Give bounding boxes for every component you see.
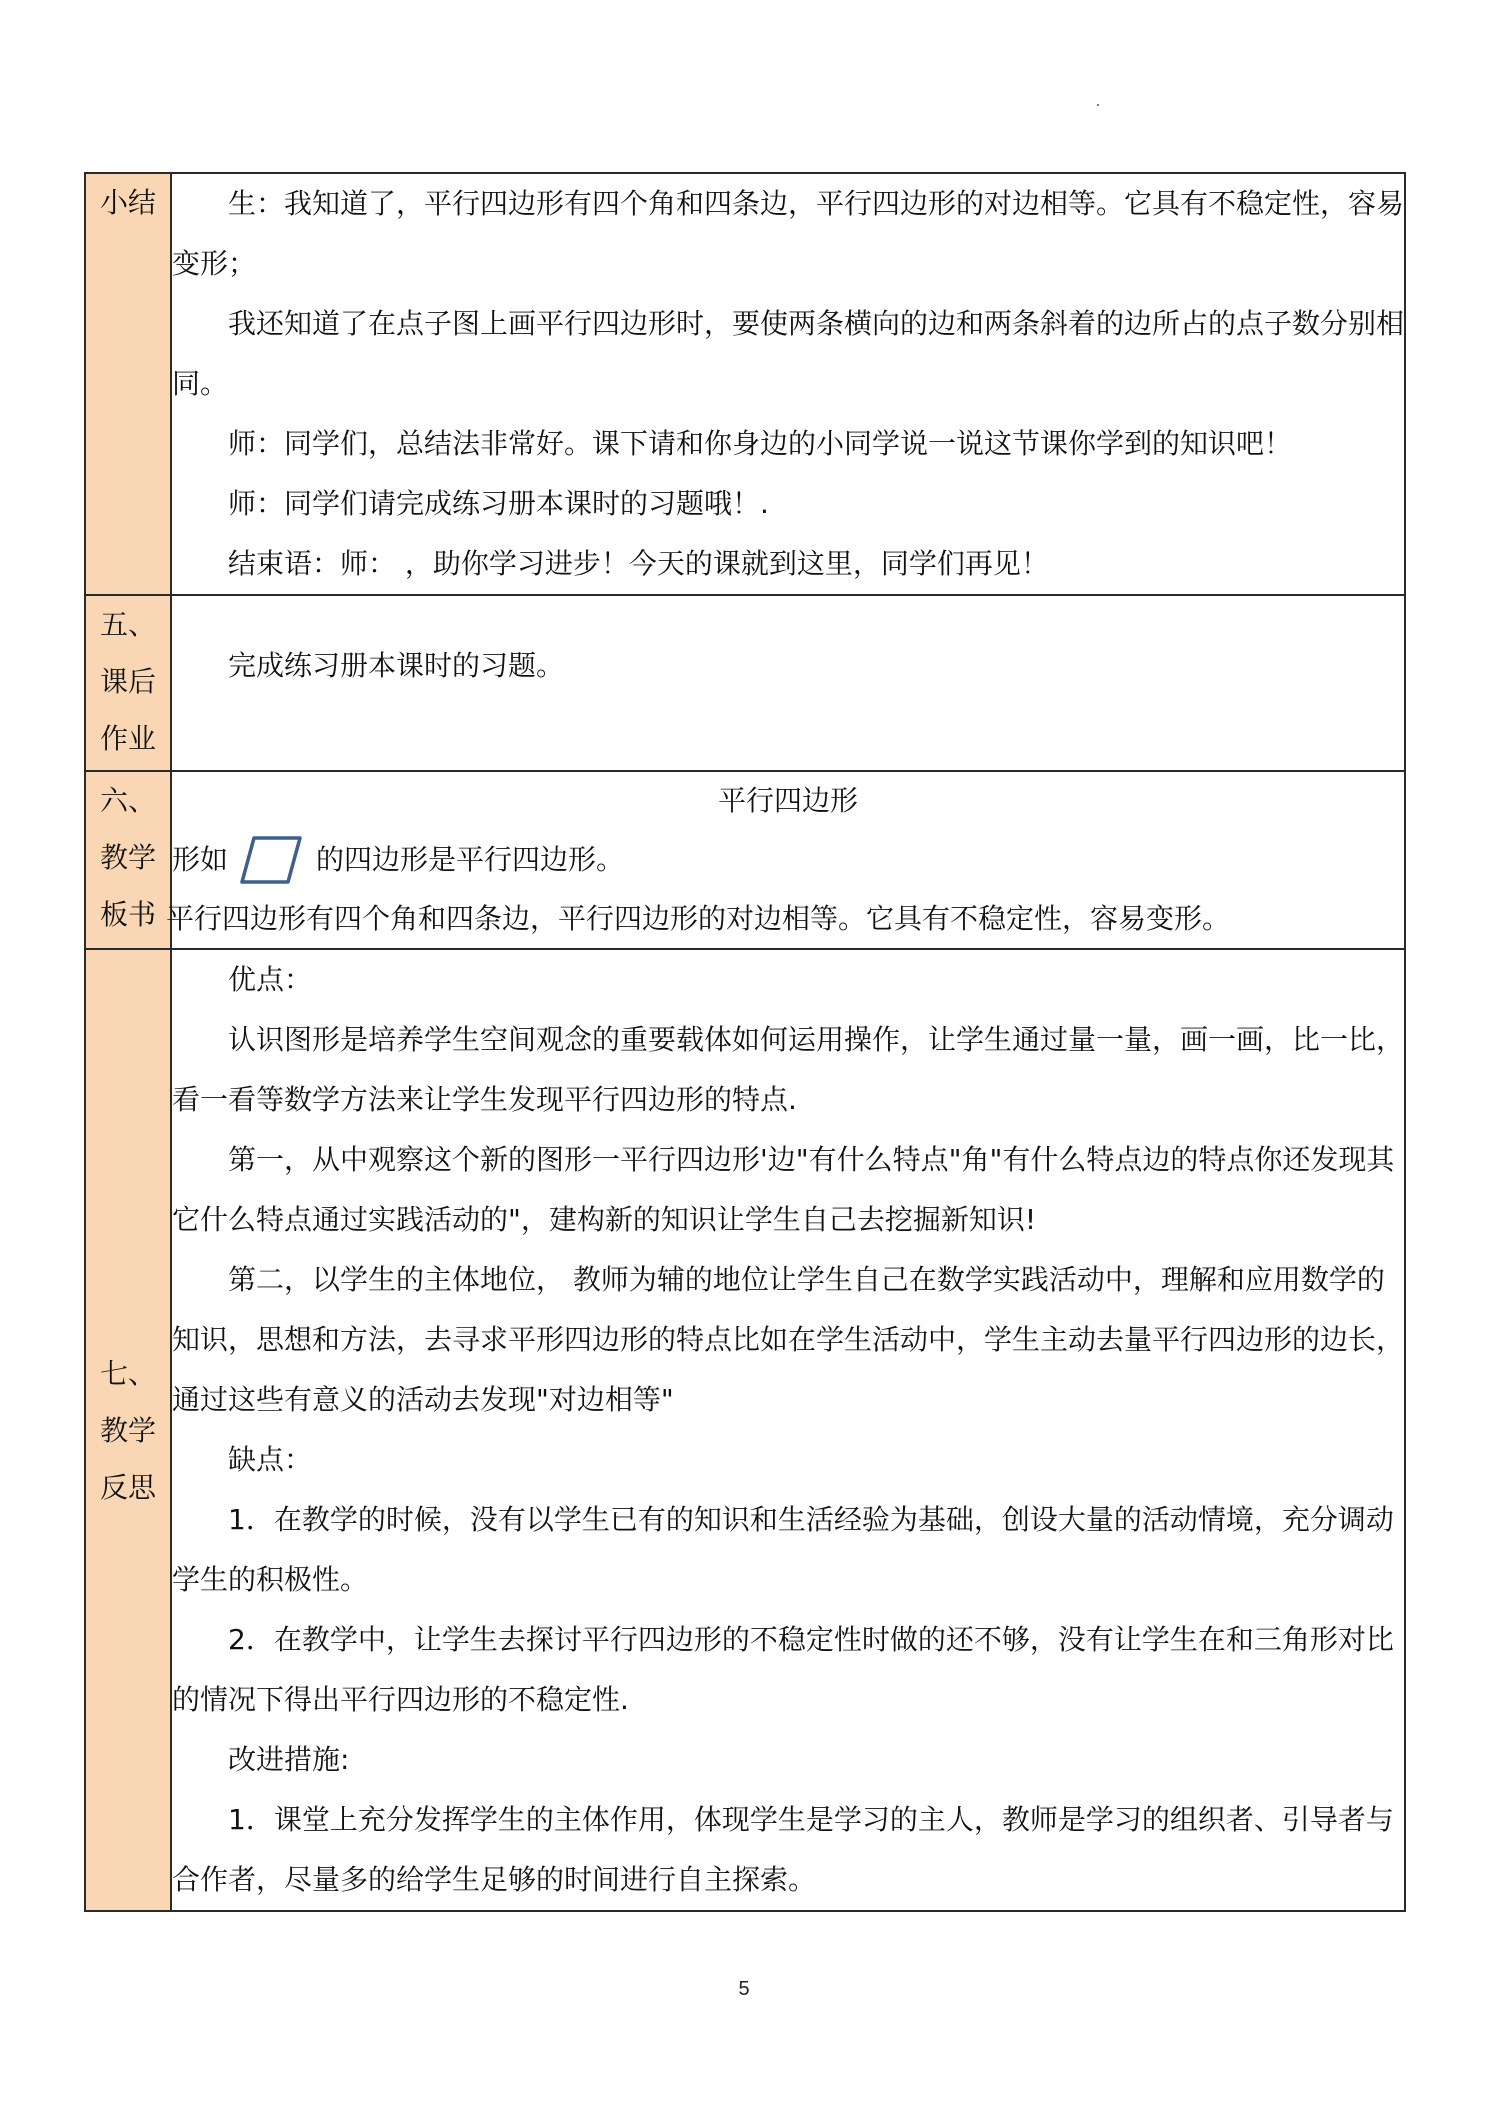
reflection-content	[171, 949, 1405, 1911]
reflection-row	[85, 949, 1405, 1911]
board-shape-suffix: 的四边形是平行四边形。	[316, 843, 625, 876]
homework-row	[85, 595, 1405, 771]
summary-paragraph: 师：同学们请完成练习册本课时的习题哦！.	[228, 487, 769, 520]
summary-paragraph: 师：同学们，总结法非常好。课下请和你身边的小同学说一说这节课你学到的知识吧！	[228, 427, 1293, 460]
homework-label-cell	[85, 595, 171, 771]
reflection-label-line: 教学	[99, 1413, 156, 1447]
board-content	[166, 771, 1405, 949]
board-shape-line	[172, 830, 1404, 890]
parallelogram-icon	[240, 835, 302, 885]
summary-row	[85, 173, 1405, 595]
lesson-plan-table	[84, 172, 1406, 1912]
summary-content	[171, 173, 1405, 595]
reflection-label-line: 反思	[99, 1470, 156, 1504]
reflection-paragraph: 2．在教学中，让学生去探讨平行四边形的不稳定性时做的还不够，没有让学生在和三角形对比的情况下得出平行四边形的不稳定性.	[172, 1623, 1394, 1716]
board-label-line: 教学	[99, 841, 156, 874]
reflection-paragraph: 改进措施:	[228, 1743, 350, 1776]
reflection-paragraph: 1．课堂上充分发挥学生的主体作用，体现学生是学习的主人，教师是学习的组织者、引导者与合作者，尽量多的给学生足够的时间进行自主探索。	[172, 1803, 1394, 1896]
board-label-line: 板书	[99, 898, 156, 931]
reflection-paragraph: 认识图形是培养学生空间观念的重要载体如何运用操作，让学生通过量一量，画一画，比一比，看一看等数学方法来让学生发现平行四边形的特点.	[172, 1023, 1405, 1116]
homework-label-line: 五、	[99, 608, 156, 641]
board-title: 平行四边形	[717, 784, 858, 817]
board-shape-prefix: 形如	[172, 843, 229, 876]
board-label-line: 六、	[99, 784, 156, 817]
homework-text: 完成练习册本课时的习题。	[228, 649, 565, 682]
reflection-paragraph: 1．在教学的时候，没有以学生已有的知识和生活经验为基础，创设大量的活动情境，充分调动学生的积极性。	[172, 1503, 1394, 1596]
summary-paragraph: 我还知道了在点子图上画平行四边形时，要使两条横向的边和两条斜着的边所占的点子数分别相同。	[172, 307, 1405, 400]
summary-paragraph: 结束语：师： ，助你学习进步！今天的课就到这里，同学们再见！	[228, 547, 1049, 580]
reflection-paragraph: 缺点：	[228, 1443, 313, 1476]
summary-label: 小结	[99, 186, 156, 219]
homework-content	[171, 595, 1405, 771]
board-label-cell	[85, 771, 171, 949]
summary-label-cell	[85, 173, 171, 595]
board-row	[85, 771, 1405, 949]
reflection-paragraph: 优点：	[228, 963, 313, 996]
homework-label-line: 课后	[99, 665, 156, 698]
page-dot-mark	[1097, 104, 1099, 106]
reflection-paragraph: 第一，从中观察这个新的图形一平行四边形'边"有什么特点"角"有什么特点边的特点你还发现其它什么特点通过实践活动的"，建构新的知识让学生自己去挖掘新知识!	[172, 1143, 1395, 1236]
page-number: 5	[738, 1978, 750, 2000]
reflection-label-cell	[85, 949, 171, 1911]
reflection-label-line: 七、	[99, 1356, 156, 1390]
reflection-paragraph: 第二，以学生的主体地位， 教师为辅的地位让学生自己在数学实践活动中，理解和应用数学的知识，思想和方法，去寻求平形四边形的特点比如在学生活动中，学生主动去量平行四边形的边长，通过这些有意义的活动去发现"对边相等"	[172, 1263, 1405, 1416]
summary-paragraph: 生：我知道了，平行四边形有四个角和四条边，平行四边形的对边相等。它具有不稳定性，容易变形；	[172, 187, 1405, 280]
homework-label-line: 作业	[99, 722, 156, 755]
board-conclusion: 平行四边形有四个角和四条边，平行四边形的对边相等。它具有不稳定性，容易变形。	[166, 902, 1231, 935]
